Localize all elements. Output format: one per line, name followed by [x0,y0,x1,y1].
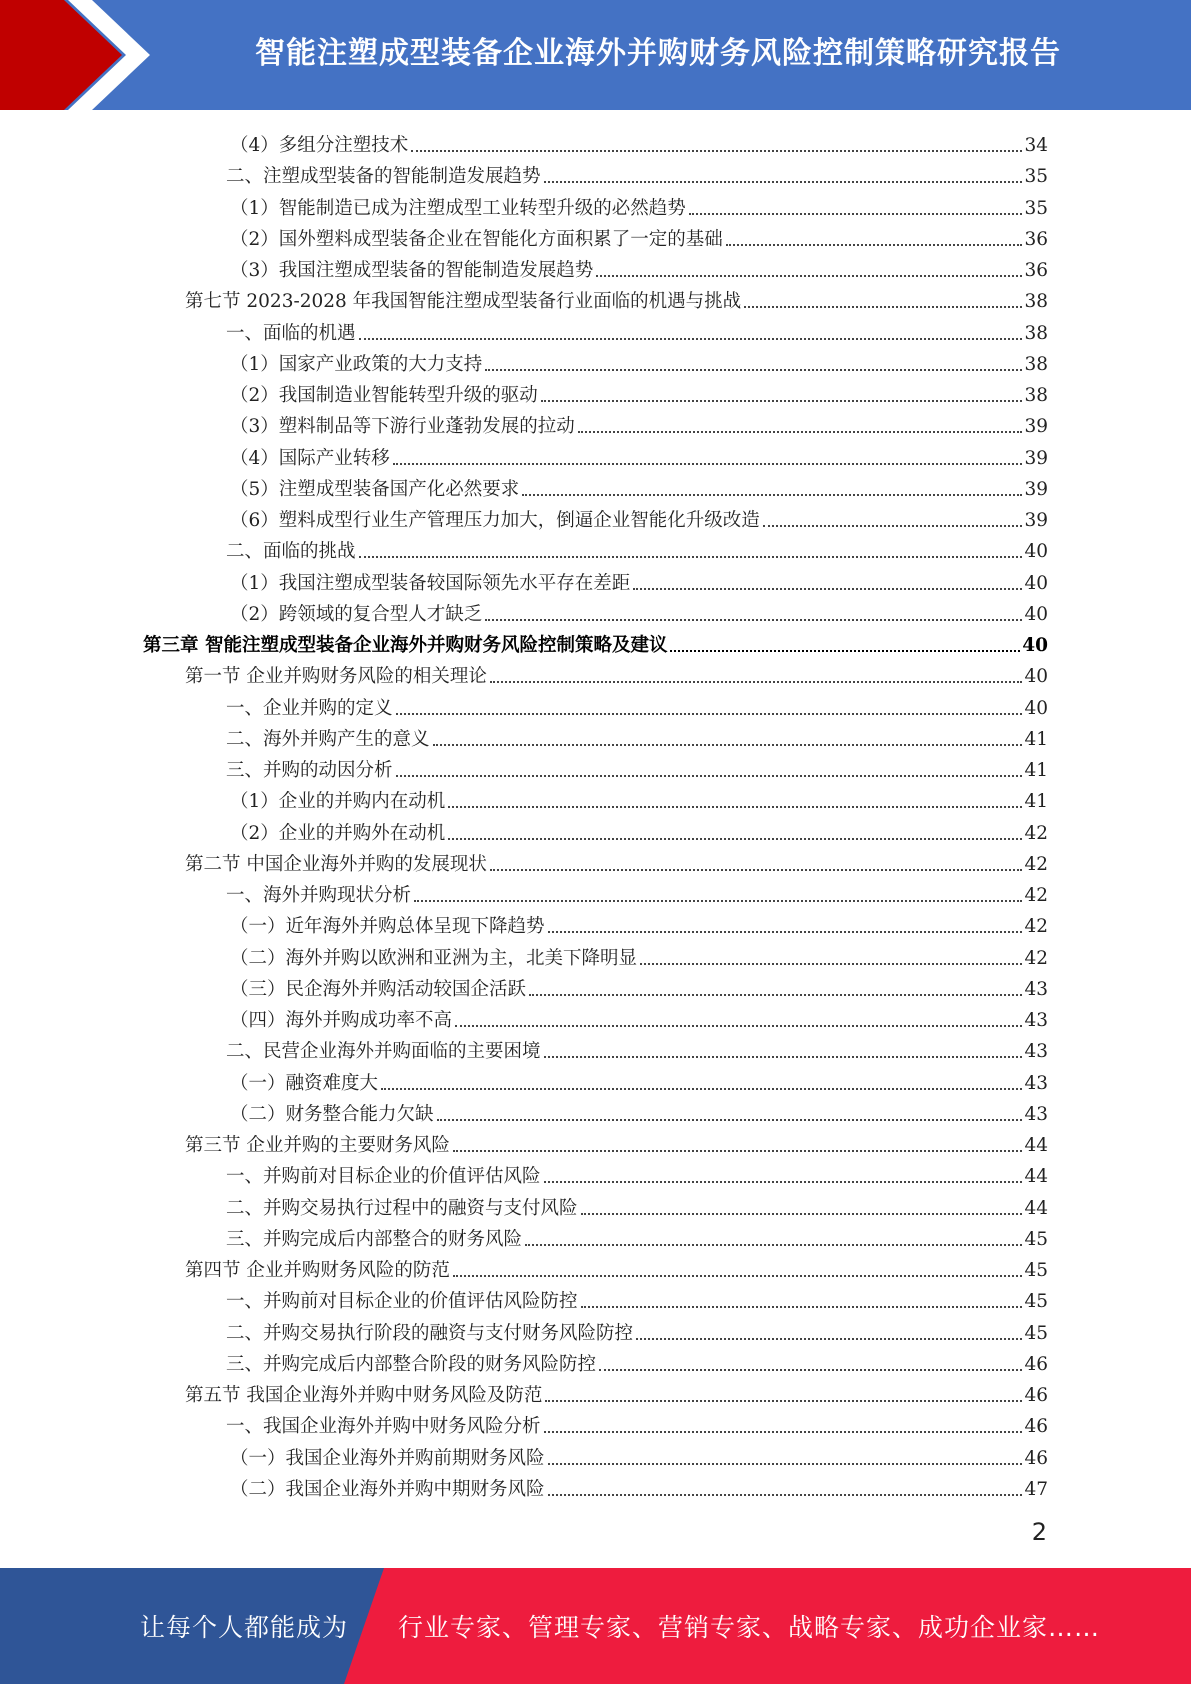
toc-entry[interactable] [226,1347,1048,1378]
toc-entry[interactable] [226,316,1048,347]
toc-entry[interactable] [230,1441,1048,1472]
toc-dot-leader [455,1025,1022,1027]
toc-entry-title: 一、海外并购现状分析 [226,885,412,906]
toc-dot-leader [414,900,1022,902]
toc-entry[interactable] [226,1222,1048,1253]
toc-entry[interactable] [226,722,1048,753]
toc-dot-leader [548,1463,1023,1465]
toc-entry[interactable] [230,597,1048,628]
toc-entry[interactable] [226,878,1048,909]
toc-dot-leader [541,400,1023,402]
toc-entry-title: （二）海外并购以欧洲和亚洲为主，北美下降明显 [230,947,638,969]
toc-entry[interactable] [230,816,1048,847]
toc-entry-title: （二）财务整合能力欠缺 [230,1103,434,1125]
toc-dot-leader [453,1150,1023,1152]
toc-entry[interactable] [230,1097,1048,1128]
toc-entry-title: 三、并购的动因分析 [226,760,393,781]
toc-entry[interactable] [185,1378,1048,1409]
toc-entry[interactable] [230,1066,1048,1097]
toc-entry-title: 第三章 智能注塑成型装备企业海外并购财务风险控制策略及建议 [143,635,668,656]
toc-entry-title: 第五节 我国企业海外并购中财务风险及防范 [185,1385,543,1406]
toc-entry-page: 43 [1024,1103,1048,1125]
toc-entry-page: 40 [1022,635,1048,656]
toc-entry-title: （一）融资难度大 [230,1072,379,1094]
toc-entry-page: 40 [1024,697,1048,719]
toc-entry-title: 第七节 2023-2028 年我国智能注塑成型装备行业面临的机遇与挑战 [185,291,742,313]
toc-entry-page: 40 [1024,666,1048,688]
toc-entry-page: 41 [1024,760,1048,781]
toc-entry-title: 三、并购完成后内部整合的财务风险 [226,1228,523,1250]
toc-entry[interactable] [230,566,1048,597]
toc-entry-page: 45 [1024,1322,1048,1344]
toc-entry-page: 34 [1024,135,1048,156]
toc-dot-leader [544,1431,1023,1433]
toc-dot-leader [548,1494,1023,1496]
toc-entry[interactable] [230,784,1048,815]
toc-entry[interactable] [226,1159,1048,1190]
toc-entry-page: 45 [1024,1291,1048,1313]
toc-entry-title: （2）国外塑料成型装备企业在智能化方面积累了一定的基础 [230,228,723,250]
toc-entry-title: （5）注塑成型装备国产化必然要求 [230,478,520,500]
toc-entry-title: 一、并购前对目标企业的价值评估风险 [226,1166,541,1188]
toc-dot-leader [433,744,1023,746]
toc-entry[interactable] [230,128,1048,159]
toc-entry[interactable] [230,347,1048,378]
toc-entry-page: 35 [1024,197,1048,219]
toc-entry-title: （2）跨领域的复合型人才缺乏 [230,603,483,625]
toc-entry-title: 二、民营企业海外并购面临的主要困境 [226,1041,541,1063]
toc-entry-page: 41 [1024,791,1048,813]
toc-entry[interactable] [230,941,1048,972]
toc-dot-leader [448,838,1022,840]
toc-entry-page: 40 [1024,603,1048,625]
toc-entry-title: （2）我国制造业智能转型升级的驱动 [230,385,538,406]
toc-entry-page: 42 [1024,885,1048,906]
toc-entry[interactable] [226,753,1048,784]
toc-entry-page: 44 [1024,1197,1048,1219]
toc-entry-title: （1）我国注塑成型装备较国际领先水平存在差距 [230,572,631,594]
toc-entry-page: 36 [1024,228,1048,250]
toc-entry-title: （三）民企海外并购活动较国企活跃 [230,978,527,1000]
toc-entry-title: 二、面临的挑战 [226,541,356,563]
footer-banner [0,1568,1191,1684]
toc-entry-title: （一）我国企业海外并购前期财务风险 [230,1447,545,1469]
toc-entry[interactable] [185,1128,1048,1159]
toc-dot-leader [545,1400,1022,1402]
toc-entry[interactable] [230,191,1048,222]
toc-entry-title: （3）我国注塑成型装备的智能制造发展趋势 [230,260,594,281]
toc-entry-title: （四）海外并购成功率不高 [230,1010,453,1031]
toc-entry[interactable] [230,409,1048,440]
toc-entry[interactable] [226,159,1048,190]
toc-entry-page: 35 [1024,166,1048,188]
toc-dot-leader [544,1056,1023,1058]
toc-entry-title: 二、并购交易执行过程中的融资与支付风险 [226,1197,578,1219]
toc-entry[interactable] [185,1253,1048,1284]
toc-dot-leader [529,994,1022,996]
toc-entry-page: 43 [1024,978,1048,1000]
toc-entry-page: 43 [1024,1041,1048,1063]
toc-entry[interactable] [230,472,1048,503]
toc-entry[interactable] [230,1003,1048,1034]
toc-entry-page: 38 [1024,322,1048,344]
toc-entry-title: （4）国际产业转移 [230,447,390,469]
toc-dot-leader [744,306,1022,308]
toc-entry-page: 46 [1024,1385,1048,1406]
report-title: 智能注塑成型装备企业海外并购财务风险控制策略研究报告 [255,36,1061,71]
toc-entry[interactable] [226,1034,1048,1065]
toc-entry[interactable] [230,222,1048,253]
toc-entry-title: （6）塑料成型行业生产管理压力加大，倒逼企业智能化升级改造 [230,510,760,531]
toc-entry[interactable] [230,441,1048,472]
toc-dot-leader [670,650,1020,652]
toc-dot-leader [640,963,1022,965]
toc-entry-title: 二、海外并购产生的意义 [226,728,430,750]
toc-entry[interactable] [226,1284,1048,1315]
toc-entry-page: 46 [1024,1416,1048,1438]
toc-dot-leader [448,806,1022,808]
toc-entry-page: 42 [1024,822,1048,844]
toc-entry-page: 43 [1024,1010,1048,1031]
toc-dot-leader [359,338,1023,340]
toc-entry-page: 38 [1024,385,1048,406]
toc-entry[interactable] [230,503,1048,534]
toc-dot-leader [548,931,1023,933]
toc-entry-page: 39 [1024,478,1048,500]
toc-entry-page: 46 [1024,1353,1048,1375]
toc-dot-leader [522,494,1022,496]
toc-dot-leader [437,1119,1023,1121]
toc-entry-page: 44 [1024,1166,1048,1188]
toc-dot-leader [453,1275,1023,1277]
toc-entry[interactable] [230,909,1048,940]
toc-dot-leader [485,619,1022,621]
toc-entry-page: 45 [1024,1260,1048,1281]
toc-entry-title: 一、我国企业海外并购中财务风险分析 [226,1416,541,1438]
toc-entry[interactable] [226,1316,1048,1347]
toc-dot-leader [581,1306,1023,1308]
header-banner [0,0,1191,110]
toc-dot-leader [578,431,1023,433]
toc-entry-title: （2）企业的并购外在动机 [230,822,446,844]
toc-entry-title: （1）企业的并购内在动机 [230,791,446,813]
toc-dot-leader [490,681,1023,683]
toc-entry-page: 39 [1024,416,1048,438]
toc-chapter-entry[interactable] [143,628,1048,659]
toc-dot-leader [763,525,1023,527]
toc-entry-page: 40 [1024,541,1048,563]
toc-entry-title: 二、注塑成型装备的智能制造发展趋势 [226,166,541,188]
toc-entry[interactable] [230,378,1048,409]
toc-entry-page: 38 [1024,353,1048,375]
toc-dot-leader [636,1338,1022,1340]
toc-entry-page: 39 [1024,447,1048,469]
toc-dot-leader [599,1369,1022,1371]
toc-entry-page: 38 [1024,291,1048,313]
footer-slogan-left: 让每个人都能成为 [140,1613,349,1642]
toc-entry-title: （3）塑料制品等下游行业蓬勃发展的拉动 [230,416,575,438]
toc-entry-title: 一、面临的机遇 [226,322,356,344]
toc-entry-title: （1）国家产业政策的大力支持 [230,353,483,375]
toc-dot-leader [689,213,1023,215]
toc-entry-page: 42 [1024,947,1048,969]
toc-entry-title: 第三节 企业并购的主要财务风险 [185,1135,450,1156]
toc-entry[interactable] [230,253,1048,284]
toc-entry-title: 第二节 中国企业海外并购的发展现状 [185,853,487,875]
footer-slogan-right: 行业专家、管理专家、营销专家、战略专家、成功企业家…… [398,1613,1101,1642]
toc-entry[interactable] [185,847,1048,878]
toc-dot-leader [359,556,1023,558]
toc-entry-title: （1）智能制造已成为注塑成型工业转型升级的必然趋势 [230,197,686,219]
toc-dot-leader [581,1213,1023,1215]
toc-dot-leader [411,150,1022,152]
toc-entry[interactable] [230,972,1048,1003]
toc-dot-leader [525,1244,1022,1246]
toc-entry-page: 47 [1024,1478,1048,1500]
toc-entry-page: 43 [1024,1072,1048,1094]
toc-entry-page: 36 [1024,260,1048,281]
toc-dot-leader [485,369,1022,371]
toc-dot-leader [381,1088,1022,1090]
toc-entry-title: 一、并购前对目标企业的价值评估风险防控 [226,1291,578,1313]
toc-dot-leader [596,275,1022,277]
toc-dot-leader [544,1181,1023,1183]
toc-entry-title: 第四节 企业并购财务风险的防范 [185,1260,450,1281]
toc-dot-leader [396,775,1023,777]
toc-entry[interactable] [185,284,1048,315]
page-number: 2 [1031,1518,1047,1546]
toc-entry-title: 二、并购交易执行阶段的融资与支付财务风险防控 [226,1322,634,1344]
toc-entry[interactable] [230,1472,1048,1503]
toc-entry-page: 42 [1024,916,1048,938]
toc-entry-page: 42 [1024,853,1048,875]
toc-entry-title: 三、并购完成后内部整合阶段的财务风险防控 [226,1353,597,1375]
toc-dot-leader [490,869,1023,871]
toc-entry-title: （二）我国企业海外并购中期财务风险 [230,1478,545,1500]
toc-dot-leader [393,463,1023,465]
toc-entry-page: 40 [1024,572,1048,594]
toc-entry-title: （一）近年海外并购总体呈现下降趋势 [230,916,545,938]
toc-entry[interactable] [226,1191,1048,1222]
toc-entry-title: （4）多组分注塑技术 [230,135,409,156]
toc-entry-page: 45 [1024,1228,1048,1250]
toc-entry[interactable] [226,534,1048,565]
toc-dot-leader [633,588,1022,590]
toc-entry[interactable] [226,1409,1048,1440]
toc-entry-page: 44 [1024,1135,1048,1156]
toc-entry-title: 一、企业并购的定义 [226,697,393,719]
toc-entry[interactable] [226,691,1048,722]
toc-entry-page: 39 [1024,510,1048,531]
toc-entry[interactable] [185,659,1048,690]
toc-dot-leader [396,713,1023,715]
toc-entry-title: 第一节 企业并购财务风险的相关理论 [185,666,487,688]
toc-entry-page: 46 [1024,1447,1048,1469]
toc-dot-leader [544,181,1023,183]
toc-entry-page: 41 [1024,728,1048,750]
toc-dot-leader [726,244,1023,246]
